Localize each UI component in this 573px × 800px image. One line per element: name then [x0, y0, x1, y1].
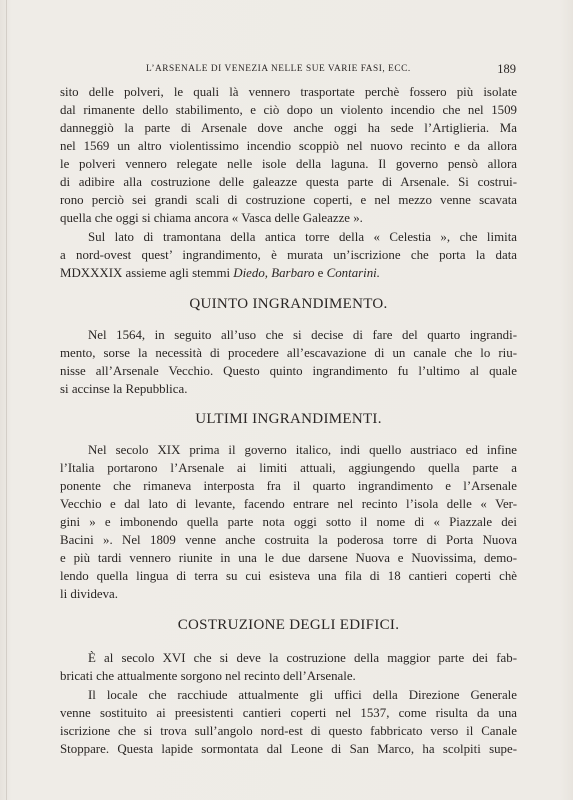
- text-line-with-italics: [60, 264, 517, 282]
- text-line: danneggiò la parte di Arsenale dove anche oggi ha sede l’Artiglieria. Ma: [60, 121, 517, 135]
- text-line: gini » e imbonendo quella parte nota oggi sotto il nome di « Piazzale dei: [60, 515, 517, 529]
- text-line: Bacini ». Nel 1809 venne anche costruita la poderosa torre di Porta Nuova: [60, 533, 517, 547]
- text-line: le polveri vennero relegate nelle isole della laguna. Il governo pensò allora: [60, 157, 517, 171]
- text-line: Nel 1564, in seguito all’uso che si decise di fare del quarto ingrandi-: [88, 328, 517, 342]
- italic-names: Diedo, Barbaro: [233, 266, 315, 280]
- section-heading: ULTIMI INGRANDIMENTI.: [195, 411, 382, 427]
- page-edge-shadow: [6, 0, 7, 800]
- text-run: MDXXXIX assieme agli stemmi: [60, 266, 234, 280]
- text-line: Stoppare. Questa lapide sormontata dal Leone di San Marco, ha scolpiti supe-: [60, 742, 517, 756]
- text-line: li divideva.: [60, 587, 118, 601]
- text-line: sito delle polveri, le quali là vennero trasportate perchè fossero più isolate: [60, 85, 517, 99]
- text-line: lendo quella lingua di terra su cui esisteva una fila di 18 cantieri coperti chè: [60, 569, 517, 583]
- text-run: e: [314, 266, 327, 280]
- page-number: 189: [497, 62, 516, 76]
- section-heading: COSTRUZIONE DEGLI EDIFICI.: [177, 617, 400, 633]
- text-line: dal rimanente dello stabilimento, e ciò dopo un violento incendio che nel 1509: [60, 103, 517, 117]
- text-line: Nel secolo XIX prima il governo italico, indi quello austriaco ed infine: [88, 443, 517, 457]
- text-line: ponente che rimaneva interposta fra il quarto ingrandimento e l’Arsenale: [60, 479, 517, 493]
- text-line: nel 1569 un altro violentissimo incendio scoppiò nel nuovo recinto e da allora: [60, 139, 517, 153]
- text-line: Il locale che racchiude attualmente gli uffici della Direzione Generale: [88, 688, 517, 702]
- text-line: rono perciò sei grandi scali di costruzione coperti, e nel mezzo venne scavata: [60, 193, 517, 207]
- text-line: quella che oggi si chiama ancora « Vasca delle Galeazze ».: [60, 211, 363, 225]
- running-head: [60, 64, 516, 78]
- section-heading: QUINTO INGRANDIMENTO.: [189, 296, 388, 312]
- text-line: È al secolo XVI che si deve la costruzione della maggior parte dei fab-: [88, 651, 517, 665]
- text-line: e più tardi vennero riunite in una le due darsene Nuova e Nuovissima, demo-: [60, 551, 517, 565]
- text-line: si accinse la Repubblica.: [60, 382, 188, 396]
- text-line: di adibire alla costruzione delle galeazze questa parte di Arsenale. Si costrui-: [60, 175, 517, 189]
- text-line: Sul lato di tramontana della antica torre della « Celestia », che limita: [88, 230, 517, 244]
- text-line: Vecchio e dal lato di levante, facendo entrare nel recinto l’isola delle « Ver-: [60, 497, 517, 511]
- text-line: bricati che attualmente sorgono nel recinto dell’Arsenale.: [60, 669, 356, 683]
- running-title: L’ARSENALE DI VENEZIA NELLE SUE VARIE FASI, ECC.: [146, 64, 411, 74]
- text-line: venne sostituito ai preesistenti cantieri coperti nel 1537, come risulta da una: [60, 706, 517, 720]
- text-line: a nord-ovest quest’ ingrandimento, è murata un’iscrizione che porta la data: [60, 248, 517, 262]
- text-line: l’Italia portarono l’Arsenale ai limiti attuali, aggiungendo quella parte a: [60, 461, 517, 475]
- text-line: nisse all’Arsenale Vecchio. Questo quinto ingrandimento fu l’ultimo al quale: [60, 364, 517, 378]
- italic-name: Contarini.: [326, 266, 380, 280]
- text-line: mento, sorse la necessità di procedere all’escavazione di un canale che lo riu-: [60, 346, 517, 360]
- text-line: iscrizione che si trova sull’angolo nord-est di questo fabbricato verso il Canale: [60, 724, 517, 738]
